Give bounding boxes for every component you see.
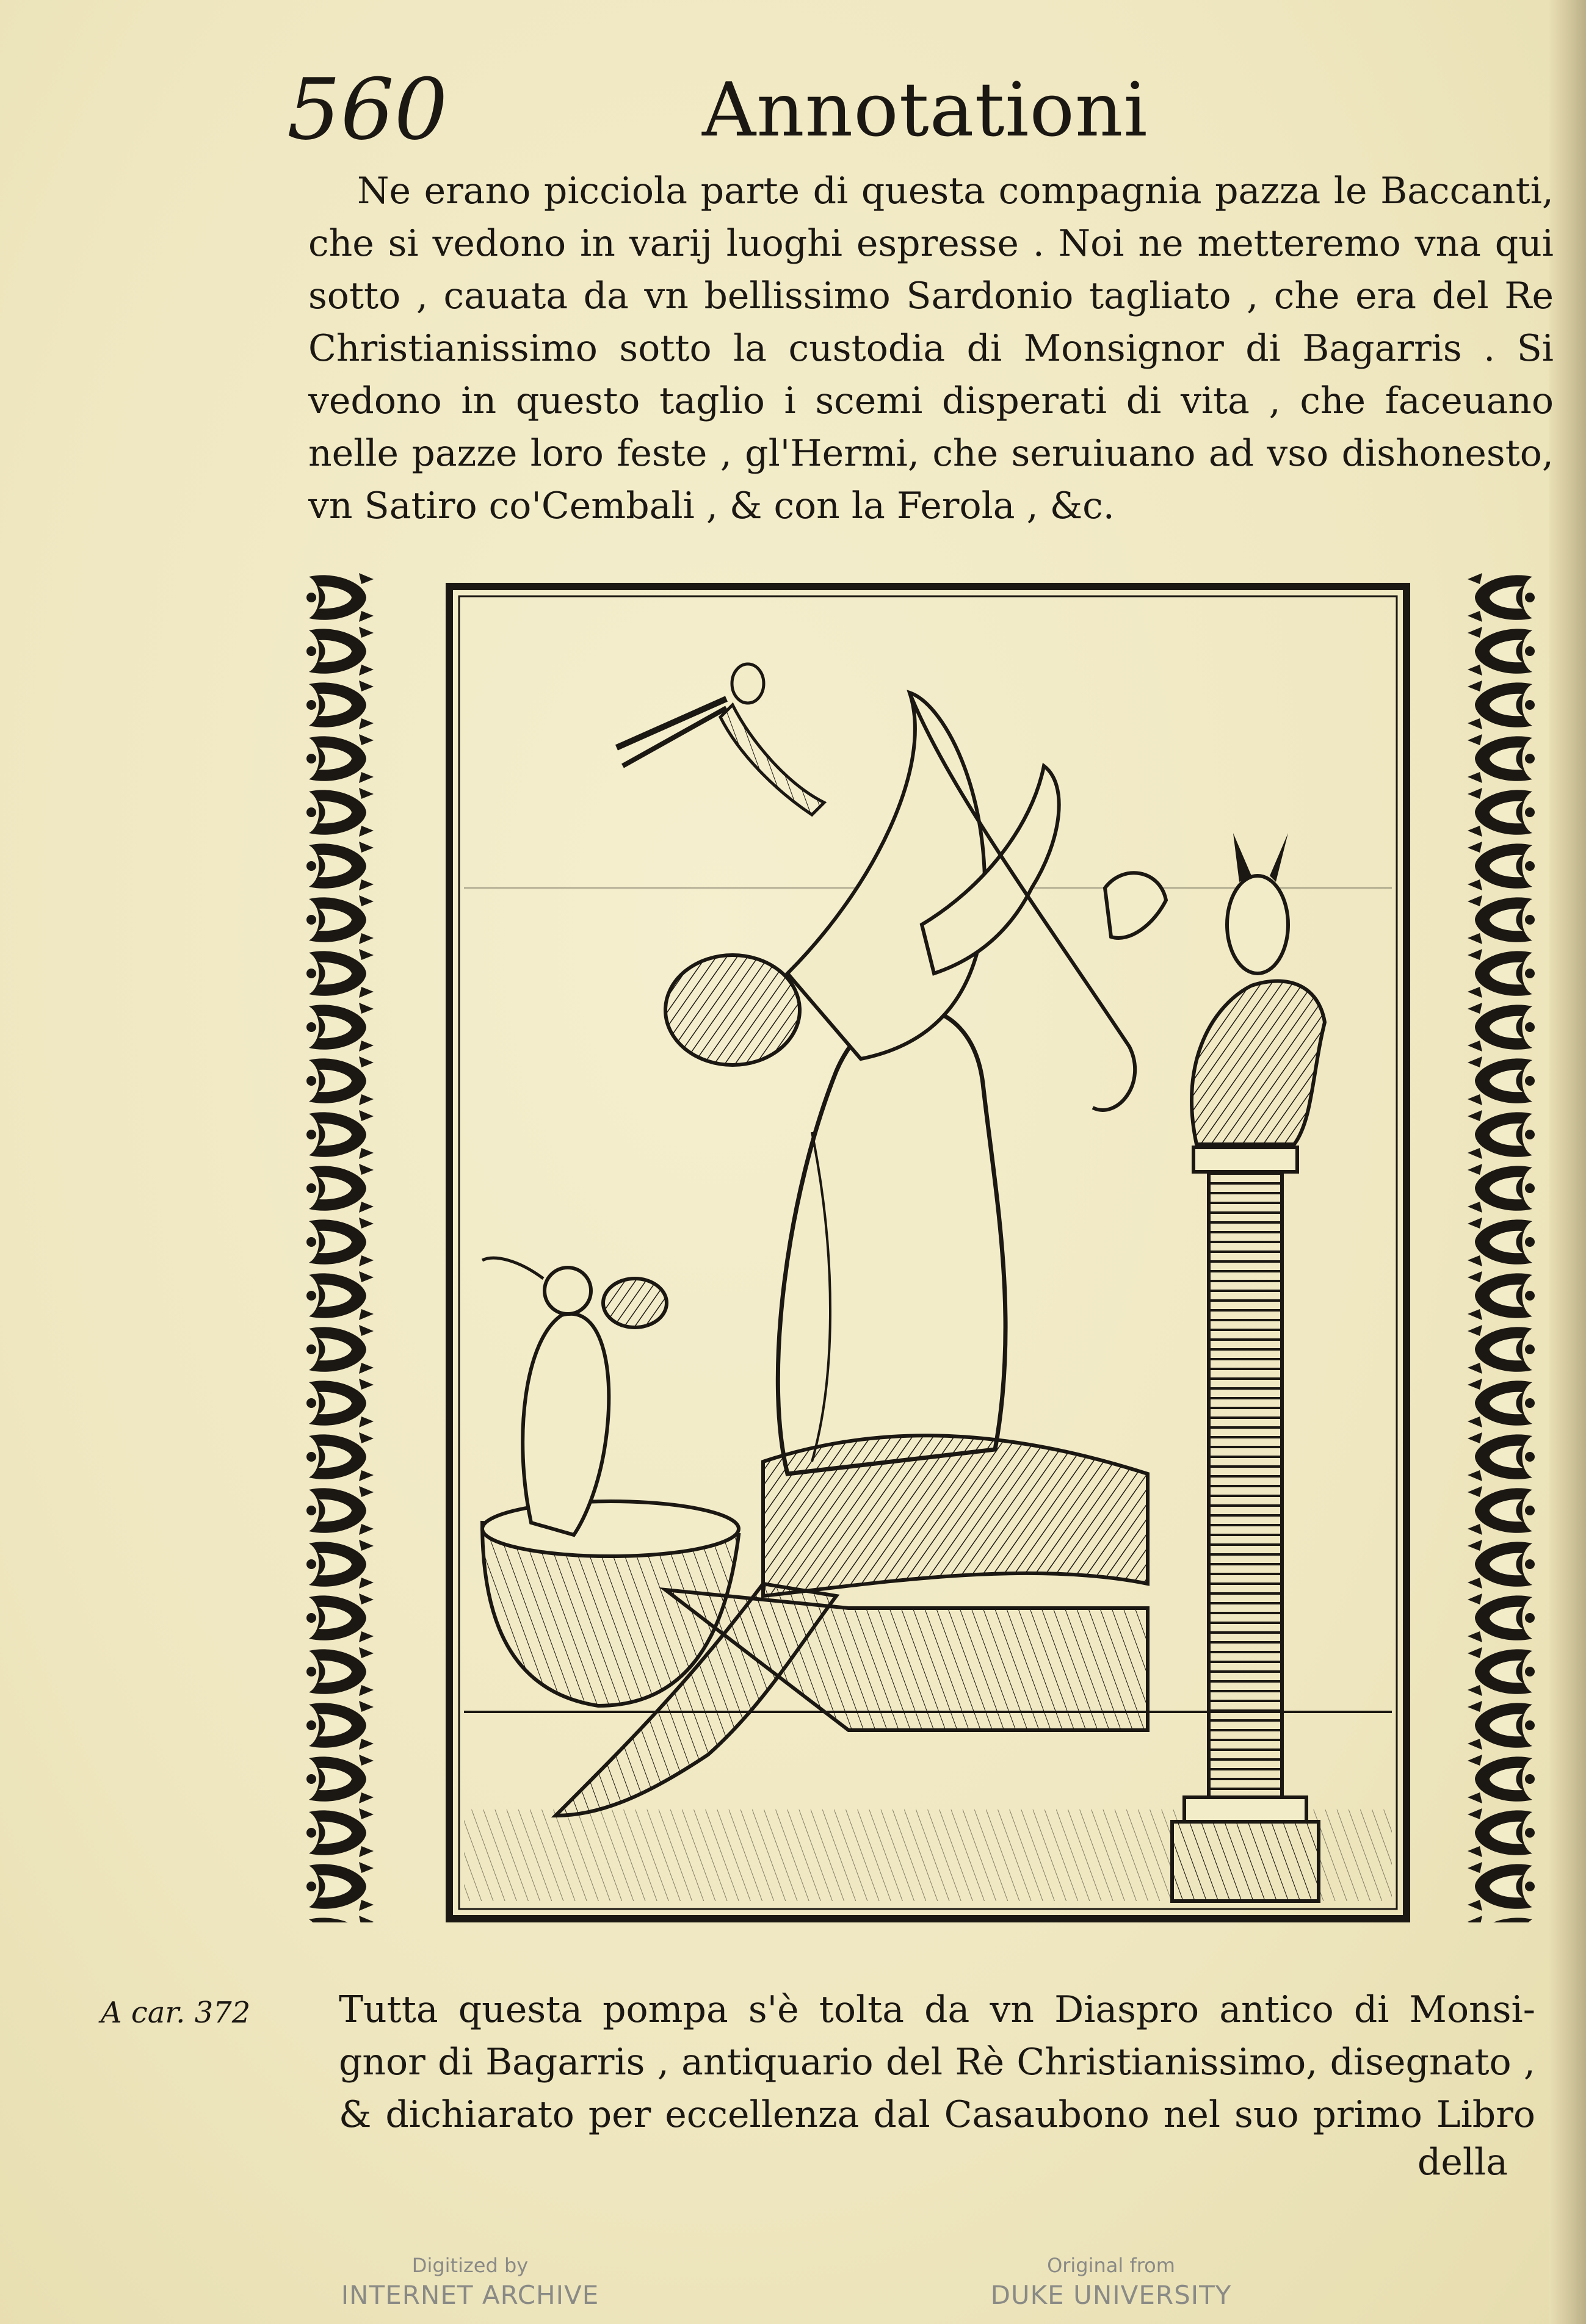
text-line: vn Satiro co'Cembali , & con la Ferola , &c. <box>308 485 1115 527</box>
text-line: Christianissimo sotto la custodia di Monsignor di Bagarris . Si <box>308 327 1554 370</box>
herm-on-column <box>1172 833 1325 1901</box>
text-line: vedono in questo taglio i scemi disperati di vita , che faceuano <box>308 380 1554 422</box>
footer-original-from <box>928 2252 1294 2312</box>
page-number: 560 <box>287 60 448 159</box>
footer-source: DUKE UNIVERSITY <box>990 2280 1232 2310</box>
text-line: sotto , cauata da vn bellissimo Sardonio tagliato , che era del Re <box>308 275 1554 317</box>
text-line: & dichiarato per eccellenza dal Casaubono nel suo primo Libro <box>339 2093 1535 2136</box>
ornamental-border-right <box>1464 571 1543 1922</box>
catchword: della <box>1417 2141 1508 2184</box>
footer-label: Digitized by <box>411 2254 529 2277</box>
footer-label: Original from <box>1047 2254 1175 2277</box>
footer-digitized-by <box>287 2252 653 2312</box>
ornamental-border-left <box>298 571 377 1922</box>
paragraph-top <box>308 165 1554 532</box>
text-line: Tutta questa pompa s'è tolta da vn Diaspro antico di Monsi- <box>339 1988 1535 2031</box>
page-edge-shadow <box>1549 0 1586 2324</box>
flute-player <box>617 664 824 815</box>
margin-note: A car. 372 <box>101 1996 251 2030</box>
text-line: Ne erano picciola parte di questa compagnia pazza le Baccanti, <box>357 170 1554 212</box>
footer-source: INTERNET ARCHIVE <box>341 2280 599 2310</box>
running-title: Annotationi <box>702 67 1148 153</box>
paragraph-bottom <box>339 1983 1535 2141</box>
text-line: che si vedono in varij luoghi espresse . Noi ne metteremo vna qui <box>308 222 1554 265</box>
text-line: gnor di Bagarris , antiquario del Rè Christianissimo, disegnato , <box>339 2041 1535 2084</box>
text-line: nelle pazze loro feste , gl'Hermi, che seruiuano ad vso dishonesto, <box>308 432 1554 475</box>
woodcut-illustration <box>446 583 1410 1922</box>
figure-in-basin <box>482 1258 739 1706</box>
